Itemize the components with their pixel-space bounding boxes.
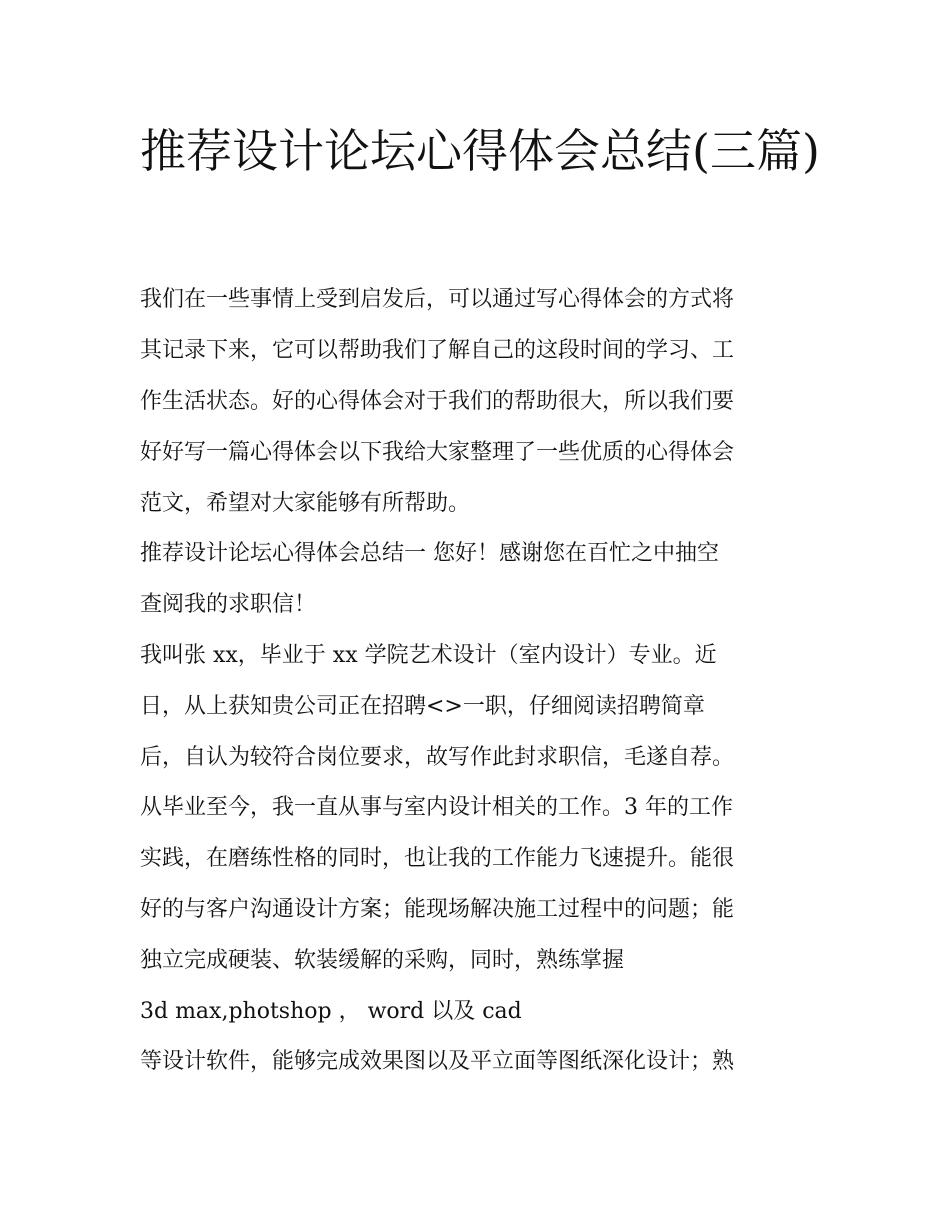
body-line: 好的与客户沟通设计方案；能现场解决施工过程中的问题；能	[140, 897, 735, 922]
body-line: 从毕业至今，我一直从事与室内设计相关的工作。3 年的工作	[140, 795, 733, 820]
body-line: 后，自认为较符合岗位要求，故写作此封求职信，毛遂自荐。	[140, 745, 735, 770]
body-line: 范文，希望对大家能够有所帮助。	[140, 491, 471, 516]
document-title: 推荐设计论坛心得体会总结(三篇)	[140, 124, 820, 178]
body-line: 我们在一些事情上受到启发后，可以通过写心得体会的方式将	[140, 287, 735, 312]
body-line: 推荐设计论坛心得体会总结一 您好！感谢您在百忙之中抽空	[140, 541, 719, 566]
body-line: 3d max,photshop ， word 以及 cad	[140, 999, 522, 1024]
body-line: 独立完成硬装、软装缓解的采购，同时，熟练掌握	[140, 948, 625, 973]
body-line: 等设计软件，能够完成效果图以及平立面等图纸深化设计；熟	[140, 1049, 735, 1074]
body-line: 实践，在磨练性格的同时，也让我的工作能力飞速提升。能很	[140, 846, 735, 871]
body-line: 其记录下来，它可以帮助我们了解自己的这段时间的学习、工	[140, 338, 735, 363]
body-line: 日，从上获知贵公司正在招聘<>一职，仔细阅读招聘简章	[140, 694, 705, 719]
body-line: 好好写一篇心得体会以下我给大家整理了一些优质的心得体会	[140, 440, 735, 465]
body-line: 作生活状态。好的心得体会对于我们的帮助很大，所以我们要	[140, 389, 735, 414]
body-line: 查阅我的求职信！	[140, 592, 317, 617]
body-line: 我叫张 xx，毕业于 xx 学院艺术设计（室内设计）专业。近	[140, 643, 717, 668]
